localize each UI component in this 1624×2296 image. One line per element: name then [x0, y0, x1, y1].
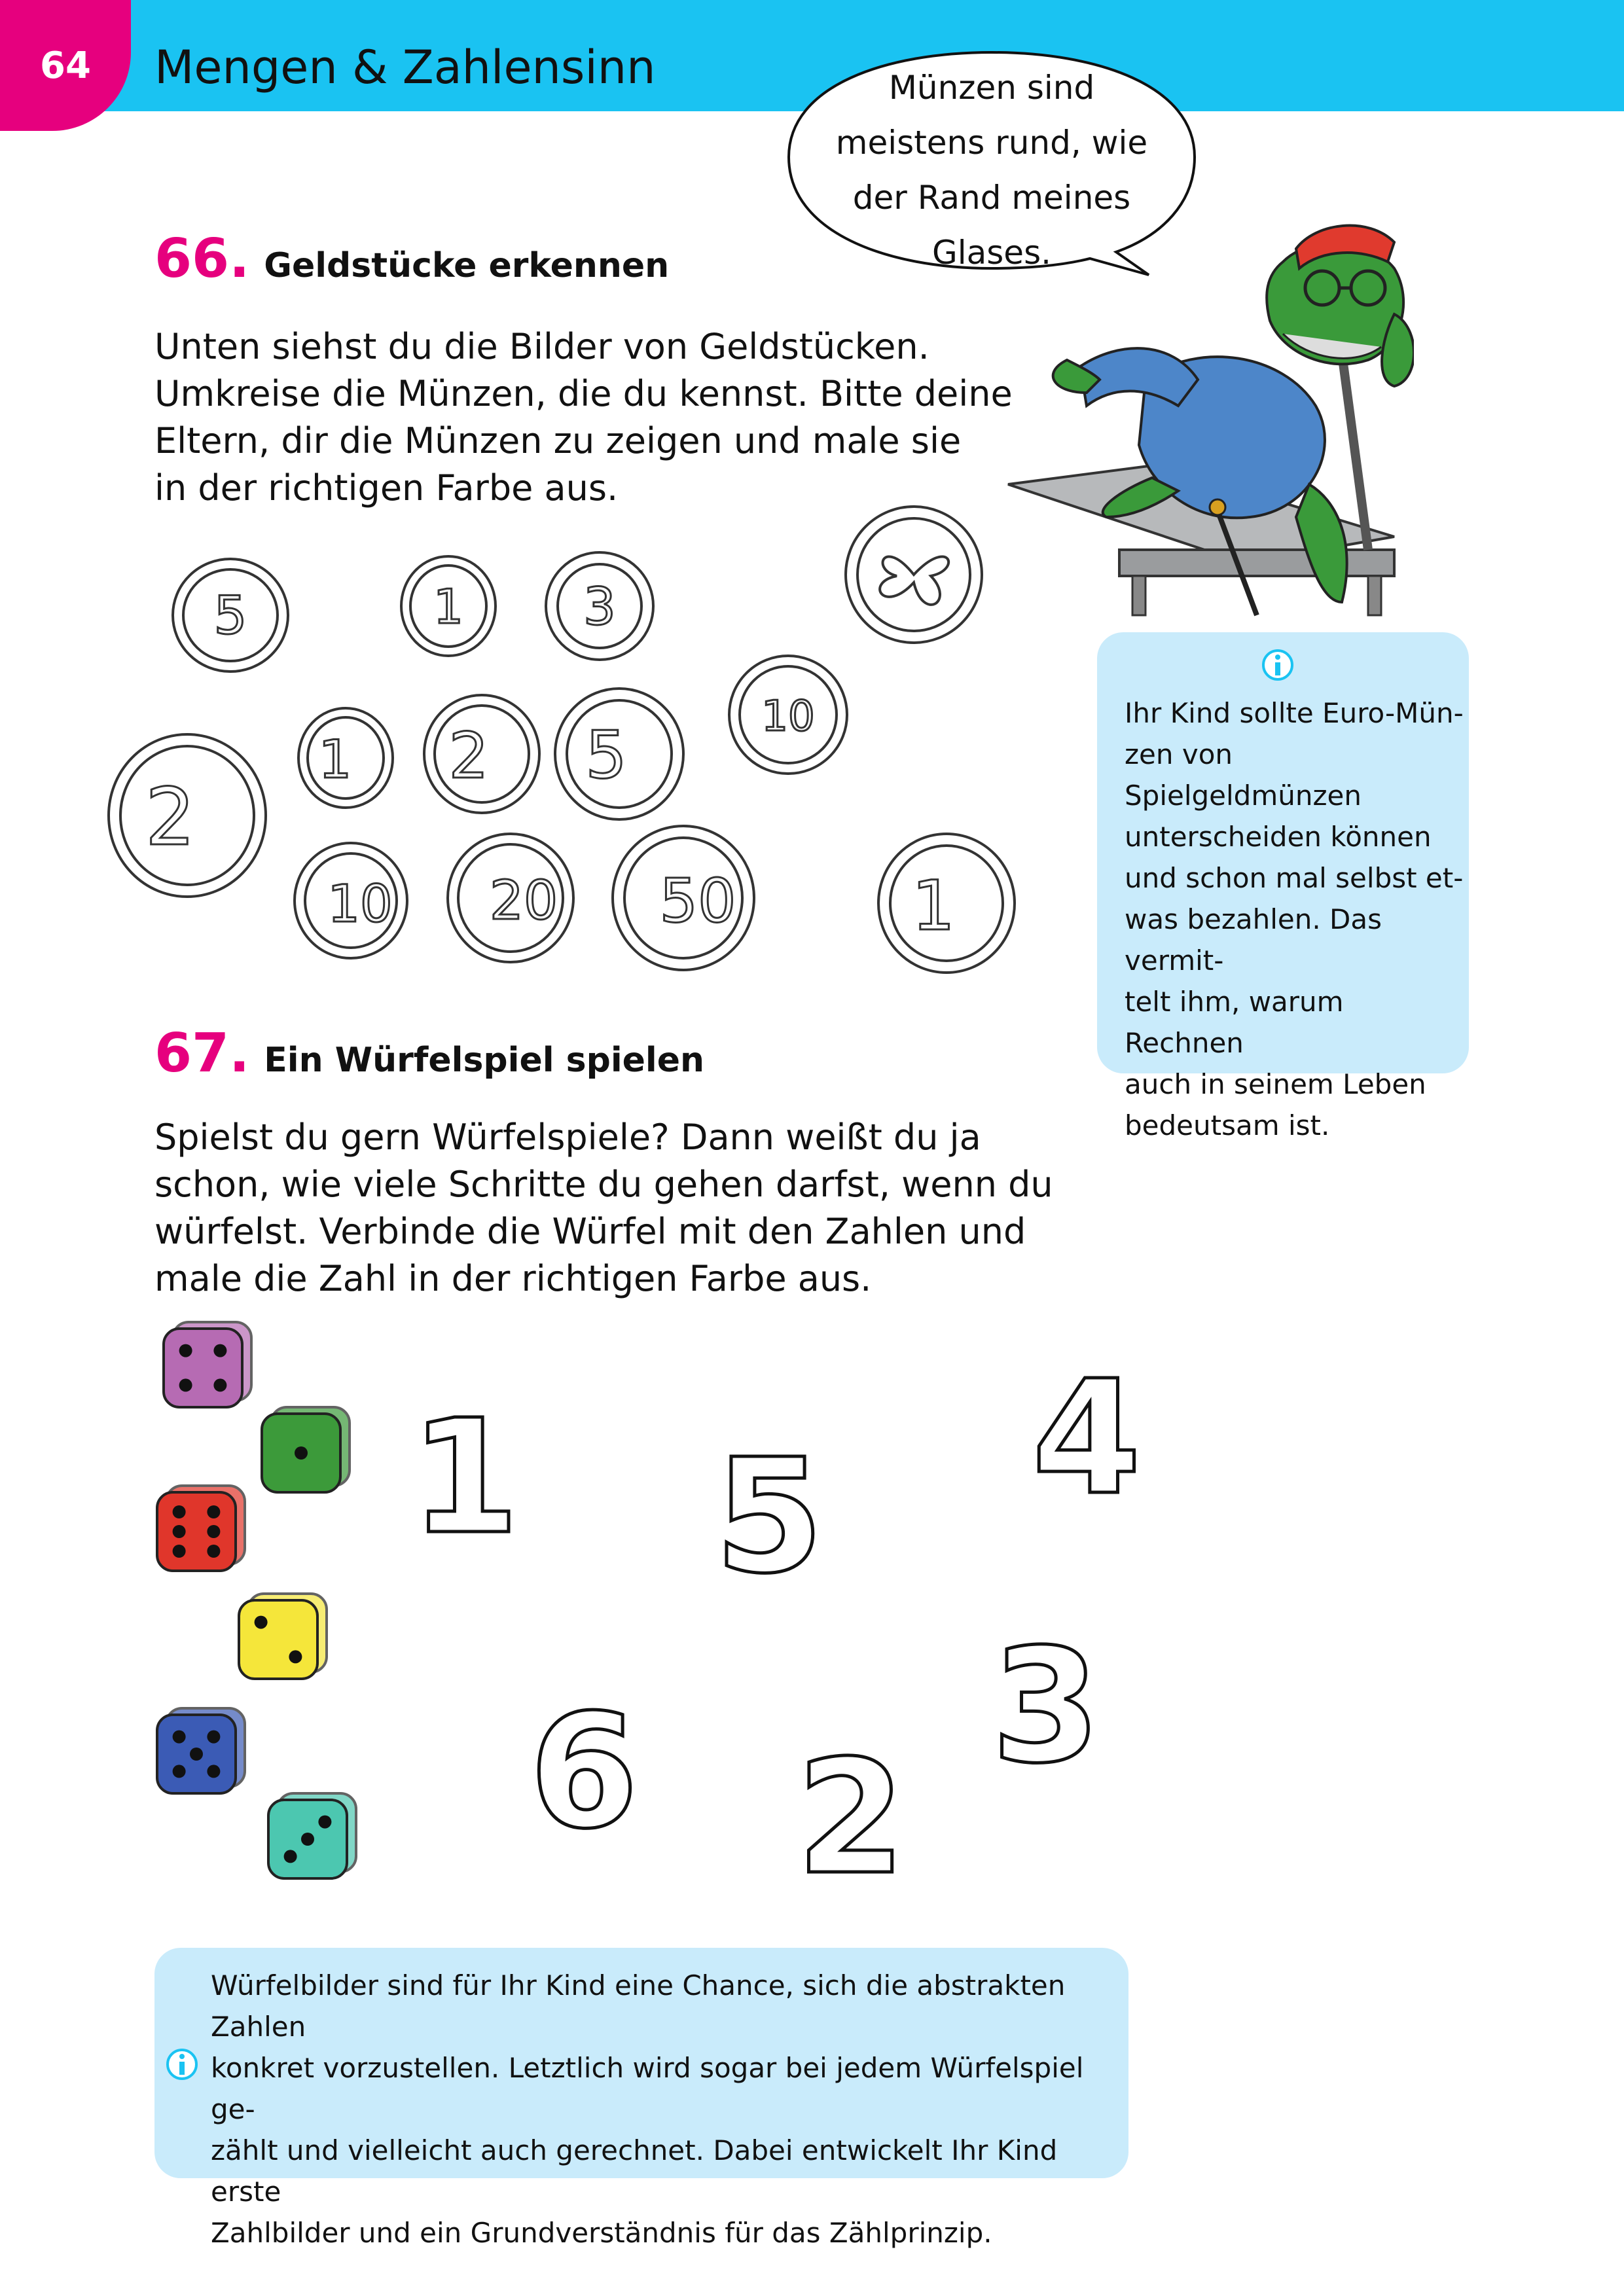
info-line: Ihr Kind sollte Euro-Mün-: [1125, 697, 1464, 729]
coin-label: 10: [761, 692, 815, 741]
die-5[interactable]: [157, 1708, 245, 1793]
text-line: würfelst. Verbinde die Würfel mit den Zahlen und: [154, 1211, 1026, 1252]
info-line: Zahlbilder und ein Grundverständnis für das Zählprinzip.: [211, 2217, 992, 2249]
coins-area: [105, 497, 1034, 982]
coin-label: 10: [327, 875, 393, 934]
task-number: 66.: [154, 228, 250, 290]
outline-number[interactable]: 2: [796, 1726, 906, 1905]
info-line: telt ihm, warum Rechnen: [1125, 986, 1344, 1059]
info-icon: [1262, 647, 1293, 683]
die-pip: [207, 1505, 220, 1518]
frog-on-deckchair-icon: [1001, 209, 1414, 628]
die-pip: [173, 1505, 186, 1518]
outline-number[interactable]: 1: [410, 1386, 520, 1569]
info-line: was bezahlen. Das vermit-: [1125, 903, 1382, 977]
info-text: [1125, 692, 1465, 1146]
die-pip: [255, 1616, 268, 1629]
coin-label: 3: [583, 578, 616, 637]
text-line: Spielst du gern Würfelspiele? Dann weißt du ja: [154, 1117, 981, 1158]
task-title: Ein Würfelspiel spielen: [264, 1041, 705, 1080]
coin-label: 1: [433, 579, 463, 634]
info-line: bedeutsam ist.: [1125, 1109, 1330, 1141]
coin[interactable]: [555, 689, 683, 819]
coin[interactable]: [546, 552, 653, 660]
bubble-line: Münzen sind: [888, 69, 1095, 107]
die-1[interactable]: [164, 1322, 251, 1407]
bubble-line: der Rand meines: [852, 179, 1131, 217]
die-pip: [213, 1344, 226, 1357]
coin-label: 2: [145, 772, 196, 863]
info-line: zählt und vielleicht auch gerechnet. Dabei entwickelt Ihr Kind erste: [211, 2134, 1058, 2208]
die-pip: [179, 1378, 192, 1391]
die-pip: [207, 1731, 220, 1744]
info-icon: [166, 2046, 198, 2083]
info-line: unterscheiden können: [1125, 821, 1432, 853]
die-4[interactable]: [239, 1594, 327, 1679]
task-number: 67.: [154, 1022, 250, 1085]
coin[interactable]: [173, 559, 288, 672]
info-line: auch in seinem Leben: [1125, 1068, 1426, 1100]
task-66-heading: [154, 228, 669, 290]
coin-label: 5: [213, 585, 247, 646]
die-pip: [284, 1850, 297, 1863]
text-line: Unten siehst du die Bilder von Geldstücken.: [154, 326, 929, 367]
text-line: Umkreise die Münzen, die du kennst. Bitte deine: [154, 373, 1013, 414]
coin[interactable]: [878, 834, 1015, 973]
parent-info-box-1: [1097, 632, 1469, 1141]
outline-number[interactable]: 6: [529, 1680, 639, 1863]
coin-label: 1: [318, 729, 352, 790]
dice-and-numbers-area: [131, 1316, 1165, 1905]
bubble-line: meistens rund, wie: [835, 124, 1148, 162]
outline-number[interactable]: 3: [991, 1615, 1101, 1798]
task-title: Geldstücke erkennen: [264, 246, 670, 285]
coin[interactable]: [298, 708, 393, 808]
task-67-heading: [154, 1022, 704, 1085]
die-pip: [190, 1748, 203, 1761]
coin[interactable]: [109, 734, 266, 897]
task-67-text: [154, 1114, 1071, 1302]
info-text: [211, 1965, 1121, 2253]
page-number-badge: [0, 0, 131, 131]
die-3[interactable]: [157, 1486, 245, 1571]
text-line: male die Zahl in der richtigen Farbe aus.: [154, 1258, 872, 1299]
coin[interactable]: [401, 556, 496, 656]
outline-number[interactable]: 4: [1032, 1346, 1142, 1530]
coin-label: 20: [489, 870, 558, 932]
bubble-line: Glases.: [931, 234, 1052, 272]
die-pip: [207, 1545, 220, 1558]
text-line: schon, wie viele Schritte du gehen darfst, wenn du: [154, 1164, 1053, 1205]
die-pip: [207, 1765, 220, 1778]
die-pip: [173, 1731, 186, 1744]
page-title: Mengen & Zahlensinn: [154, 41, 656, 94]
info-line: zen von Spielgeldmünzen: [1125, 738, 1362, 812]
coin-label: 2: [448, 719, 489, 793]
die-pip: [173, 1545, 186, 1558]
die-pip: [179, 1344, 192, 1357]
parent-info-box-2: [154, 1948, 1128, 2249]
die-pip: [318, 1816, 331, 1829]
die-pip: [289, 1650, 302, 1663]
info-line: und schon mal selbst et-: [1125, 862, 1464, 894]
coin-label: 50: [659, 866, 736, 936]
die-pip: [207, 1525, 220, 1538]
coin[interactable]: [729, 656, 847, 774]
die-pip: [301, 1833, 314, 1846]
die-6[interactable]: [268, 1793, 356, 1878]
outline-number[interactable]: 5: [714, 1425, 824, 1608]
coin[interactable]: [424, 695, 539, 813]
coin[interactable]: [846, 507, 982, 643]
coin[interactable]: [613, 826, 754, 970]
text-line: Eltern, dir die Münzen zu zeigen und male sie: [154, 420, 962, 461]
coin-label: 1: [911, 866, 956, 946]
page-number: 64: [40, 44, 91, 87]
text-line: in der richtigen Farbe aus.: [154, 467, 619, 509]
coin-label: 5: [585, 717, 627, 793]
die-2[interactable]: [262, 1407, 350, 1492]
die-pip: [295, 1446, 308, 1460]
coin[interactable]: [448, 834, 573, 962]
task-66-text: [154, 323, 1045, 512]
coin[interactable]: [295, 843, 407, 958]
info-line: konkret vorzustellen. Letztlich wird sogar bei jedem Würfelspiel ge-: [211, 2052, 1084, 2125]
die-pip: [173, 1765, 186, 1778]
die-pip: [213, 1378, 226, 1391]
die-pip: [173, 1525, 186, 1538]
info-line: Würfelbilder sind für Ihr Kind eine Chance, sich die abstrakten Zahlen: [211, 1969, 1066, 2043]
